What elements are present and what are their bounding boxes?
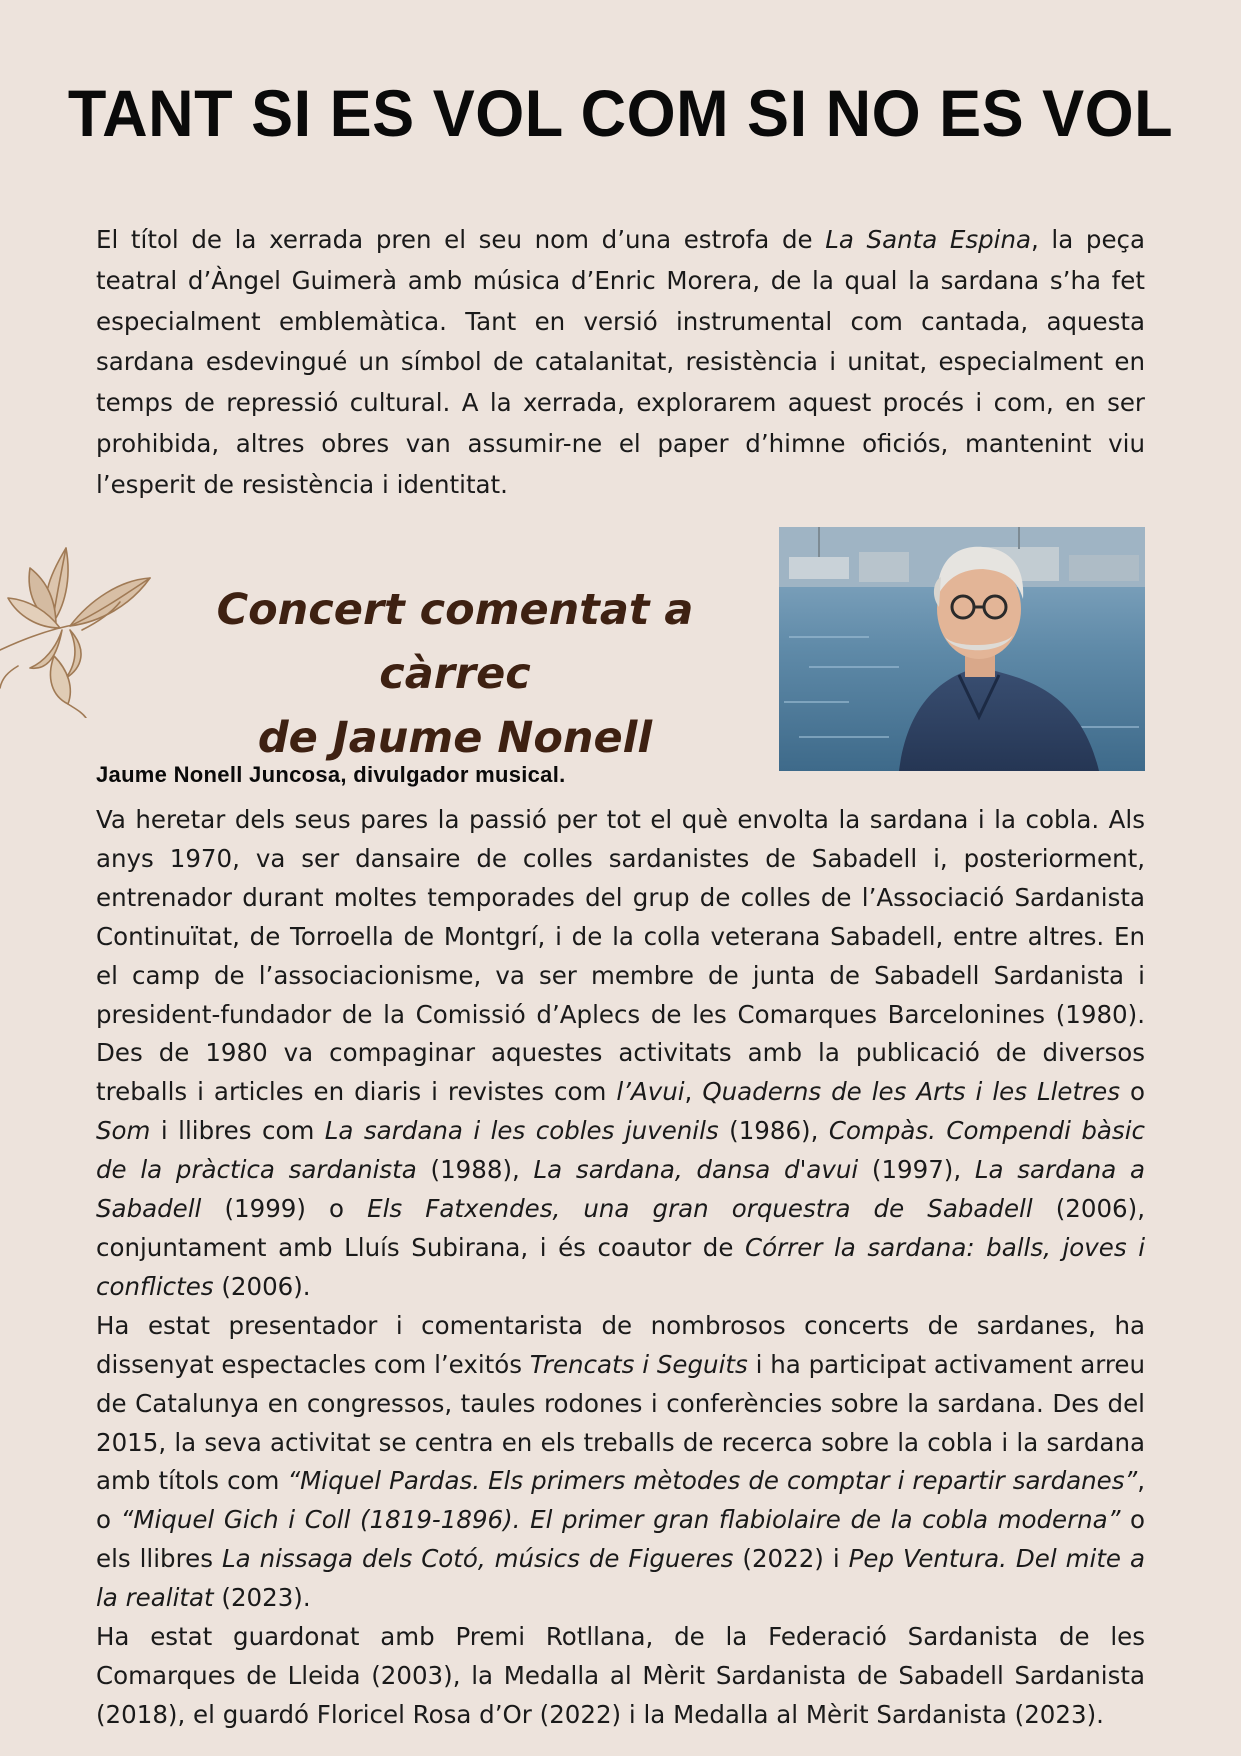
concert-subtitle <box>150 578 760 770</box>
concert-subtitle-line2: de Jaume Nonell <box>257 713 653 763</box>
intro-italic-title: La Santa Espina <box>825 225 1032 254</box>
intro-paragraph: El títol de la xerrada pren el seu nom d’una estrofa de La Santa Espina, la peça teatral d’Àngel Guimerà amb música d’Enric Morera, de la qual la sardana s’ha fet especialment emblemàtica. Tant en versió instrumental com cantada, aquesta sardana esdevingué un símbol de catalanitat, resistència i unitat, especialment en temps de repressió cultural. A la xerrada, explorarem aquest procés i com, en ser prohibida, altres obres van assumir-ne el paper d’himne oficiós, mantenint viu l’esperit de resistència i identitat. <box>96 225 1145 499</box>
magnolia-flower-icon <box>0 538 160 718</box>
bio-paragraph-3: Ha estat guardonat amb Premi Rotllana, de la Federació Sardanista de les Comarques de Lleida (2003), la Medalla al Mèrit Sardanista de Sabadell Sardanista (2018), el guardó Floricel Rosa d’Or (2022) i la Medalla al Mèrit Sardanista (2023). <box>96 1622 1145 1729</box>
bio-heading: Jaume Nonell Juncosa, divulgador musical. <box>96 762 566 787</box>
portrait-photo <box>779 527 1145 771</box>
portrait-image <box>779 527 1145 771</box>
bio-text <box>96 801 1145 1735</box>
bio-paragraph-1: Va heretar dels seus pares la passió per tot el què envolta la sardana i la cobla. Als anys 1970, va ser dansaire de colles sardanistes de Sabadell i, posteriorment, entrenador durant moltes temporades del grup de colles de l’Associació Sardanista Continuïtat, de Torroella de Montgrí, i de la colla veterana Sabadell, entre altres. En el camp de l’associacionisme, va ser membre de junta de Sabadell Sardanista i president-fundador de la Comissió d’Aplecs de les Comarques Barcelonines (1980). Des de 1980 va compaginar aquestes activitats amb la publicació de diversos treballs i articles en diaris i revistes com l’Avui, Quaderns de les Arts i les Lletres o Som i llibres com La sardana i les cobles juvenils (1986), Compàs. Compendi bàsic de la pràctica sardanista (1988), La sardana, dansa d'avui (1997), La sardana a Sabadell (1999) o Els Fatxendes, una gran orquestra de Sabadell (2006), conjuntament amb Lluís Subirana, i és coautor de Córrer la sardana: balls, joves i conflictes (2006). <box>96 805 1146 1301</box>
page-title: TANT SI ES VOL COM SI NO ES VOL <box>67 77 1174 151</box>
concert-subtitle-line1: Concert comentat a càrrec <box>216 585 694 699</box>
bio-paragraph-2: Ha estat presentador i comentarista de nombrosos concerts de sardanes, ha dissenyat espectacles com l’exitós Trencats i Seguits i ha participat activament arreu de Catalunya en congressos, taules rodones i conferències sobre la sardana. Des del 2015, la seva activitat se centra en els treballs de recerca sobre la cobla i la sardana amb títols com “Miquel Pardas. Els primers mètodes de comptar i repartir sardanes”, o “Miquel Gich i Coll (1819-1896). El primer gran flabiolaire de la cobla moderna” o els llibres La nissaga dels Cotó, músics de Figueres (2022) i Pep Ventura. Del mite a la realitat (2023). <box>96 1310 1146 1613</box>
